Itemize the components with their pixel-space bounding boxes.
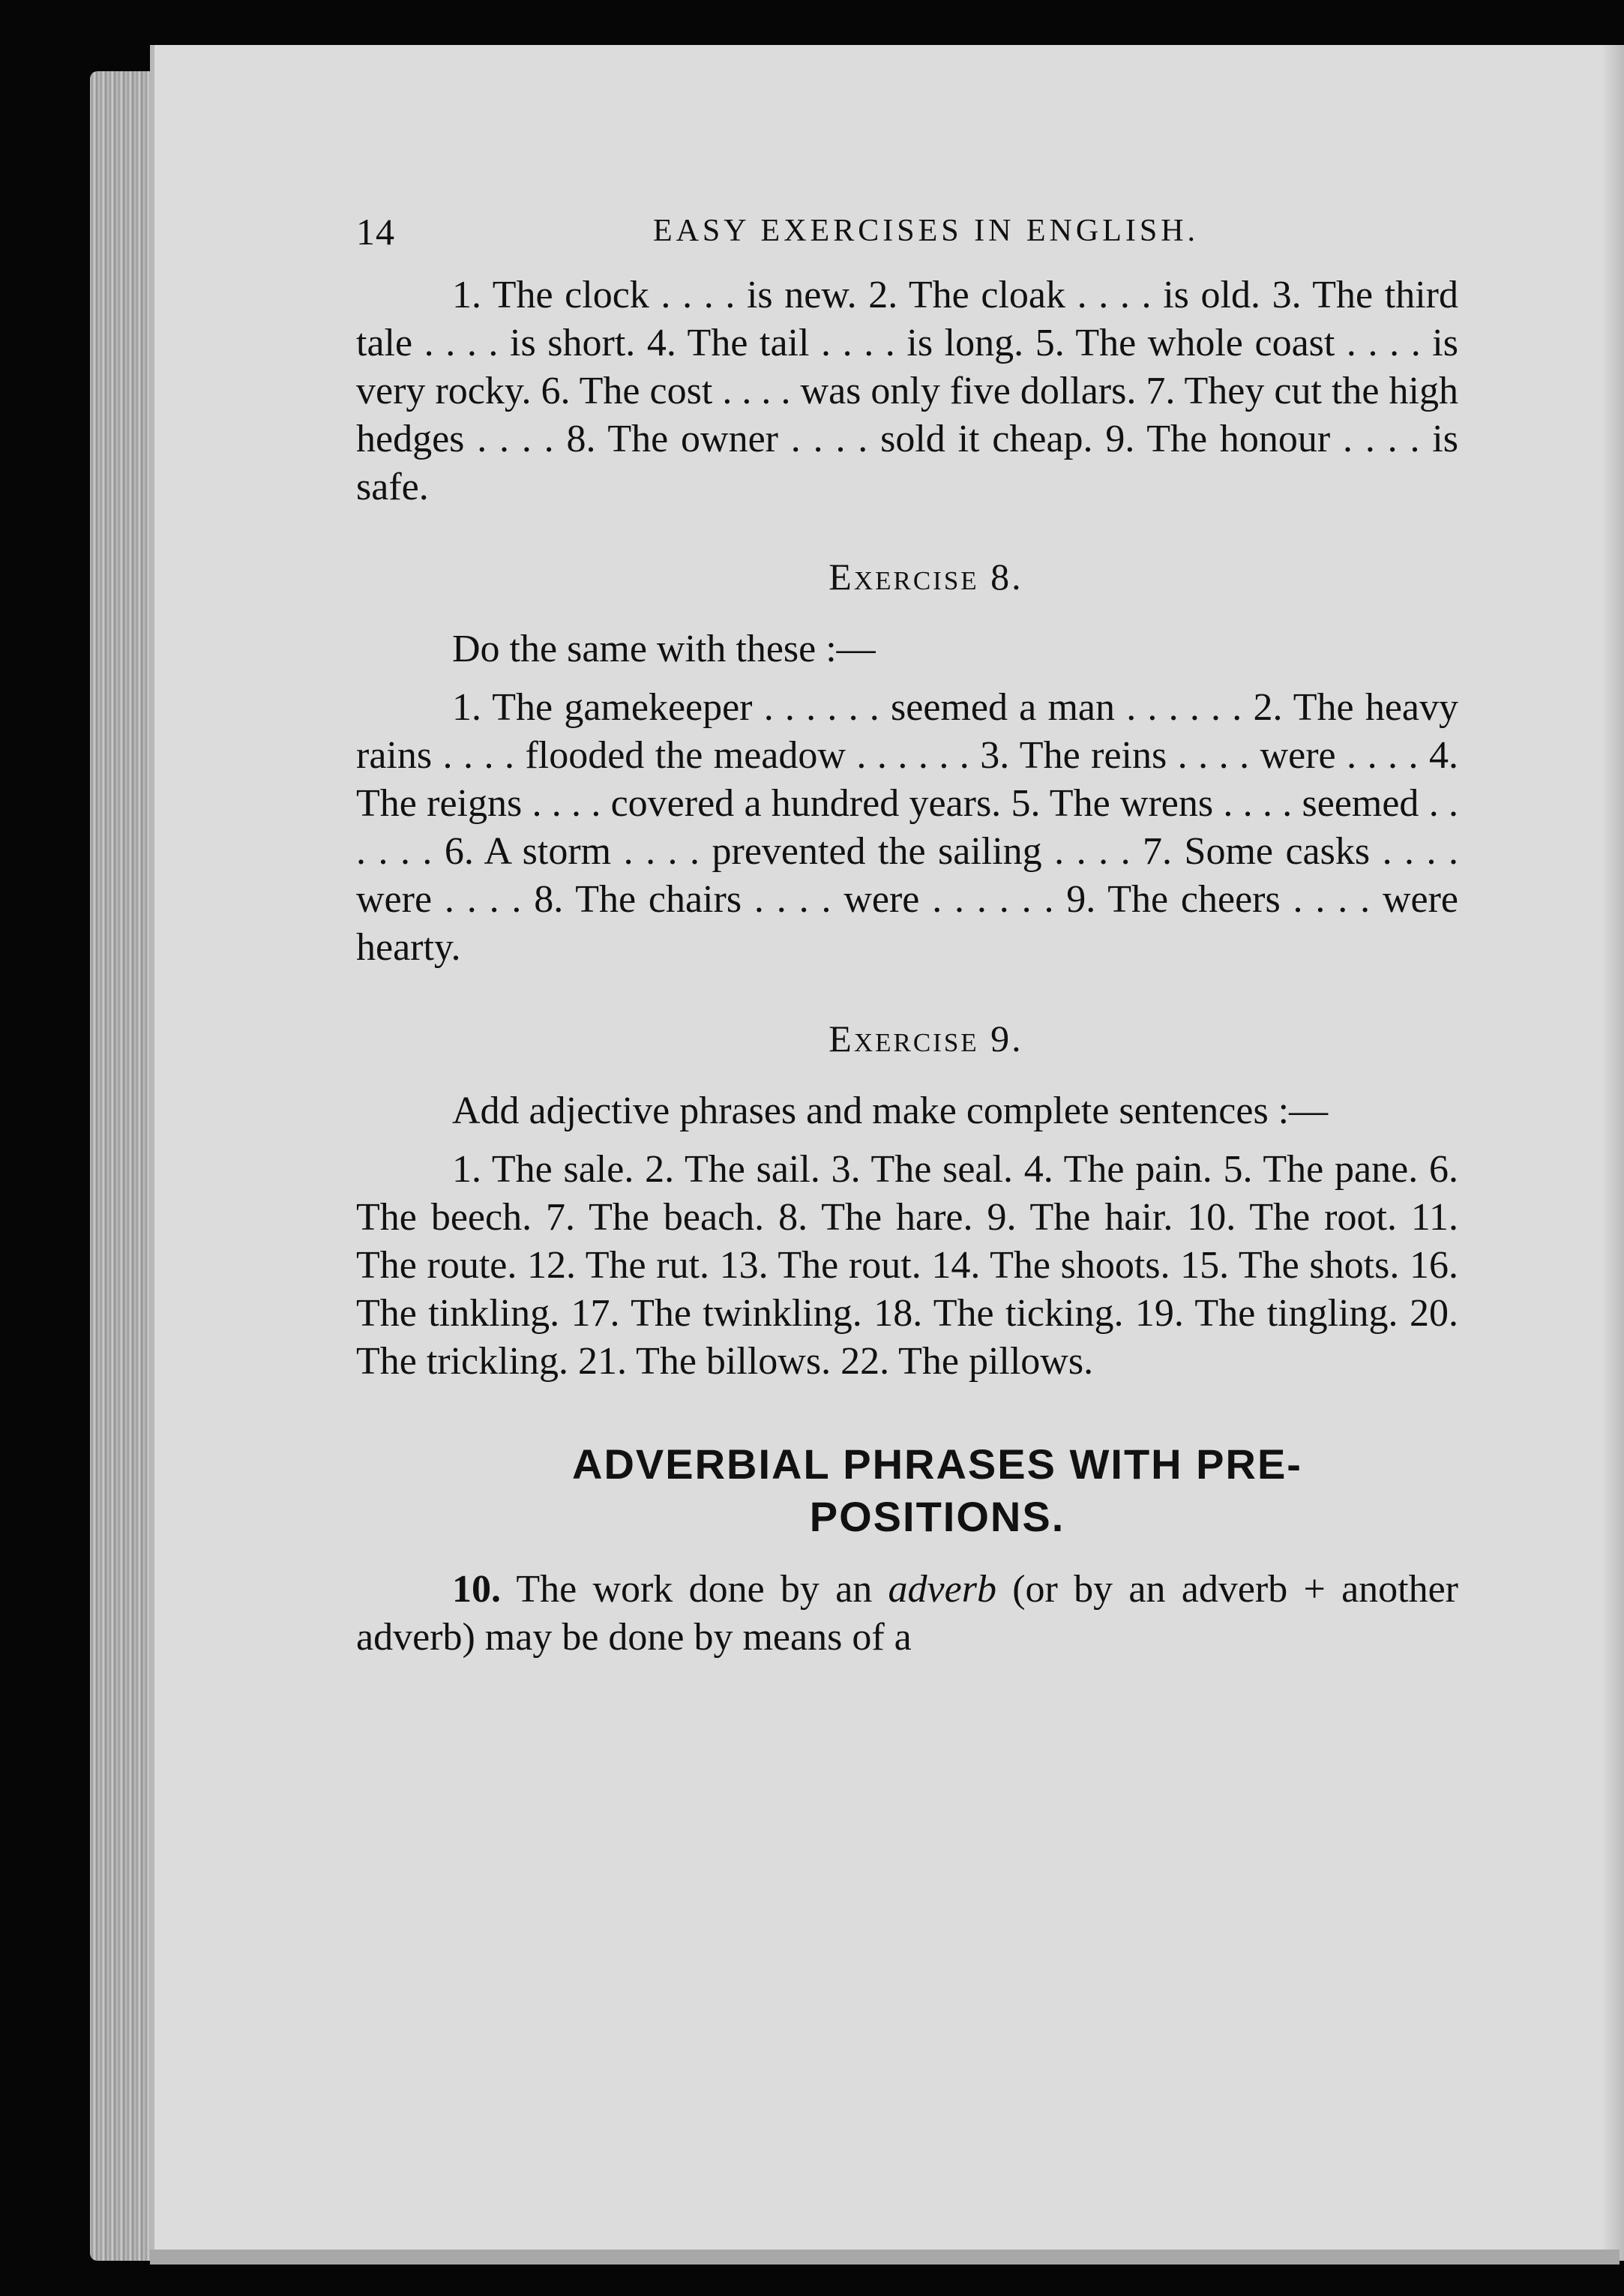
- paragraph-number: 10.: [452, 1568, 501, 1611]
- exercise-9-heading: Exercise 9.: [828, 1018, 1023, 1060]
- paragraph-text-start: The work done by an: [501, 1568, 888, 1611]
- exercise-8-items: 1. The gamekeeper . . . . . . seemed a man . . . . . . 2. The heavy rains . . . . flooded the meadow . . . . . . 3. The reins . . . . were . . . . 4. The reigns . . . . covered a hundred years. 5. The wrens . . . . seemed . . . . . . 6. A storm . . . . prevented the sailing . . . . 7. Some casks . . . . were . . . . 8. The chairs . . . . were . . . . . . 9. The cheers . . . . were hearty.: [356, 686, 1458, 969]
- page-gutter-shadow: [1602, 45, 1624, 2261]
- page-number: 14: [356, 211, 395, 253]
- running-header: [356, 195, 1458, 255]
- exercise-8-instruction: Do the same with these :—: [452, 628, 876, 670]
- exercise-9-items: 1. The sale. 2. The sail. 3. The seal. 4. The pain. 5. The pane. 6. The beech. 7. The beach. 8. The hare. 9. The hair. 10. The root. 11. The route. 12. The rut. 13. The rout. 14. The shoots. 15. The shots. 16. The tinkling. 17. The twinkling. 18. The ticking. 19. The tingling. 20. The trickling. 21. The billows. 22. The pillows.: [356, 1148, 1458, 1383]
- paragraph-text-end: (or by an adverb + another adverb) may be done by means of a: [356, 1568, 1458, 1659]
- paragraph-italic-term: adverb: [888, 1568, 996, 1611]
- section-heading-line-2: POSITIONS.: [809, 1493, 1065, 1540]
- section-heading-line-1: ADVERBIAL PHRASES WITH PRE-: [572, 1440, 1302, 1488]
- exercise-8-heading: Exercise 8.: [828, 556, 1023, 598]
- exercise-9-instruction: Add adjective phrases and make complete sentences :—: [452, 1090, 1329, 1132]
- section-heading: [356, 1438, 1458, 1543]
- exercise-7-items: 1. The clock . . . . is new. 2. The cloak . . . . is old. 3. The third tale . . . . is short. 4. The tail . . . . is long. 5. The whole coast . . . . is very rocky. 6. The cost . . . . was only five dollars. 7. They cut the high hedges . . . . 8. The owner . . . . sold it cheap. 9. The honour . . . . is safe.: [356, 274, 1458, 508]
- page-bottom-edge: [150, 2250, 1620, 2265]
- page-content: [356, 195, 1458, 1662]
- running-title: EASY EXERCISES IN ENGLISH.: [652, 214, 1200, 248]
- paragraph-10: [356, 1566, 1458, 1662]
